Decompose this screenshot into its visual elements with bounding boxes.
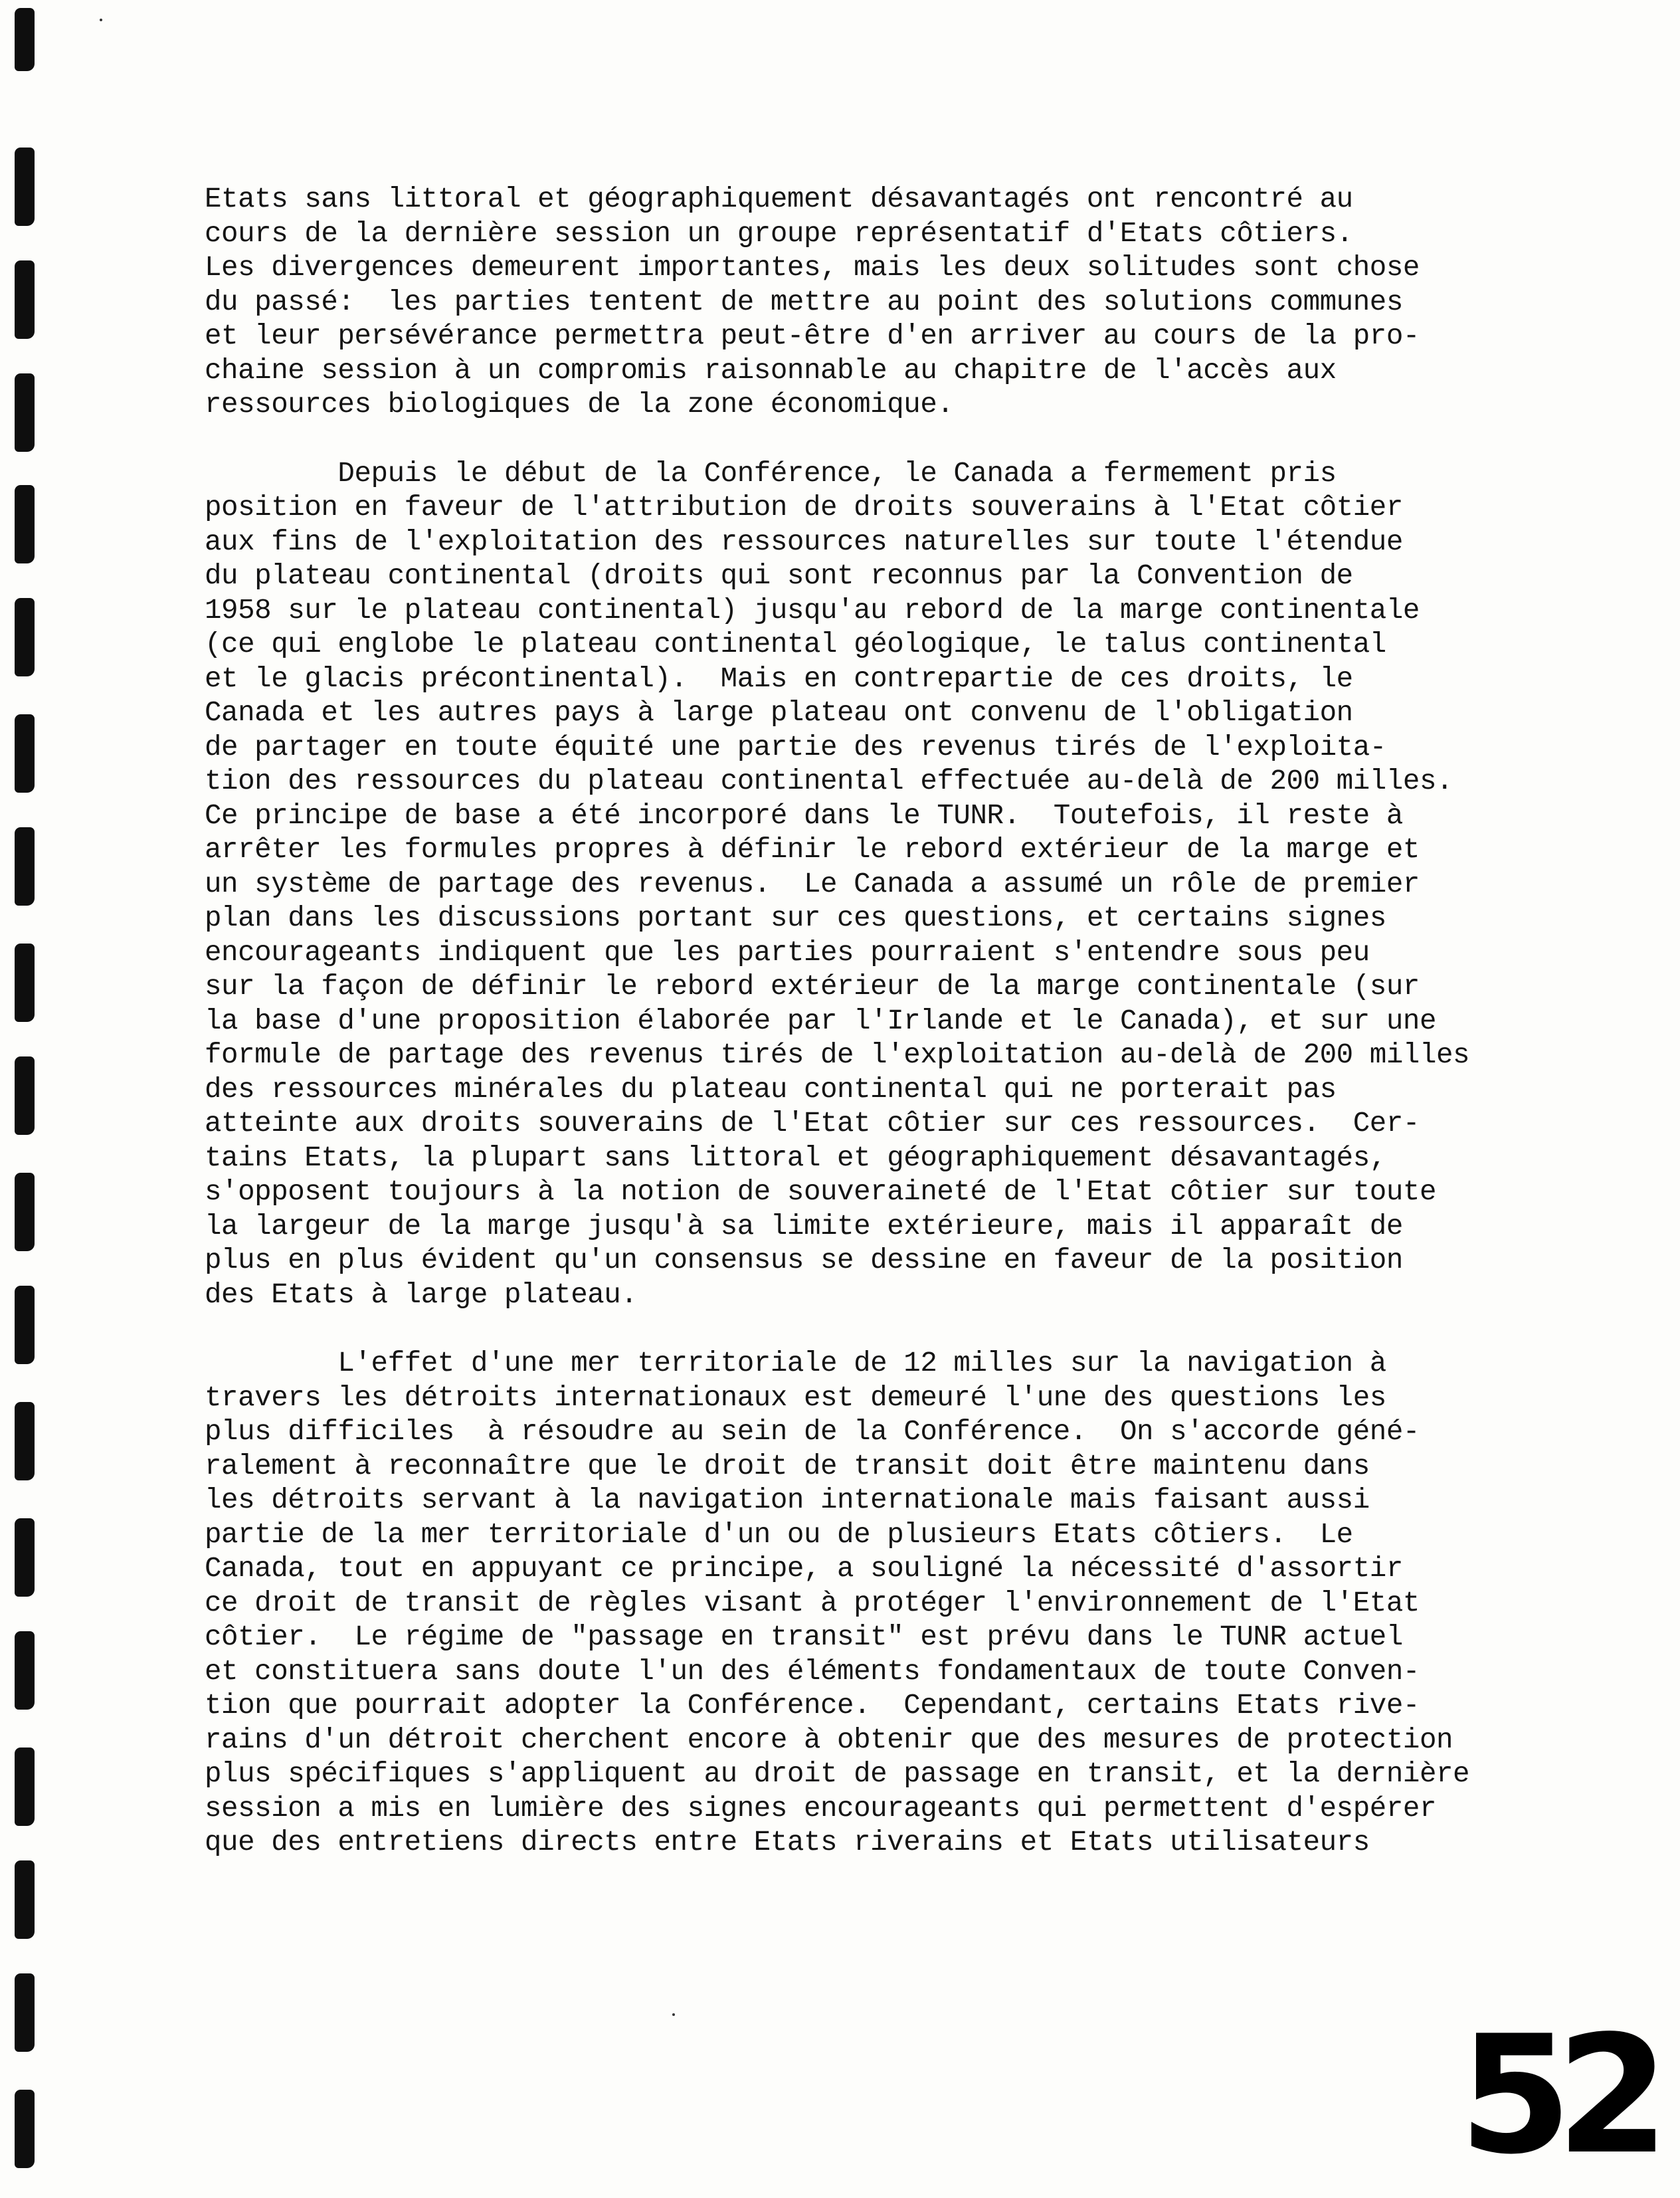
text-line: plus en plus évident qu'un consensus se dessine en faveur de la position: [205, 1245, 1403, 1276]
text-line: sur la façon de définir le rebord extérieur de la marge continentale (sur: [205, 971, 1420, 1003]
text-line: côtier. Le régime de "passage en transit" est prévu dans le TUNR actuel: [205, 1621, 1403, 1653]
text-line: chaine session à un compromis raisonnable au chapitre de l'accès aux: [205, 354, 1337, 387]
binder-hole-mark: [15, 827, 35, 906]
text-line: des Etats à large plateau.: [205, 1278, 638, 1311]
text-line: ralement à reconnaître que le droit de transit doit être maintenu dans: [205, 1450, 1370, 1482]
text-line: tion des ressources du plateau continental effectuée au-delà de 200 milles.: [205, 765, 1453, 797]
text-line: plus spécifiques s'appliquent au droit de passage en transit, et la dernière: [205, 1758, 1470, 1790]
binder-hole-mark: [15, 1286, 35, 1364]
binder-holes: [15, 0, 41, 2198]
text-line: atteinte aux droits souverains de l'Etat côtier sur ces ressources. Cer-: [205, 1108, 1420, 1140]
text-line: Etats sans littoral et géographiquement désavantagés ont rencontré au: [205, 183, 1353, 215]
text-line: et leur persévérance permettra peut-être d'en arriver au cours de la pro-: [205, 320, 1420, 352]
paragraph-2: [205, 457, 1507, 1313]
text-line: travers les détroits internationaux est demeuré l'une des questions les: [205, 1381, 1386, 1414]
text-line: partie de la mer territoriale d'un ou de plusieurs Etats côtiers. Le: [205, 1518, 1353, 1551]
binder-hole-mark: [15, 1631, 35, 1710]
text-line: du plateau continental (droits qui sont reconnus par la Convention de: [205, 560, 1353, 592]
binder-hole-mark: [15, 485, 35, 563]
binder-hole-mark: [15, 1402, 35, 1480]
text-line: session a mis en lumière des signes encourageants qui permettent d'espérer: [205, 1792, 1437, 1825]
binder-hole-mark: [15, 714, 35, 793]
text-line: encourageants indiquent que les parties pourraient s'entendre sous peu: [205, 936, 1370, 969]
text-line: (ce qui englobe le plateau continental géologique, le talus continental: [205, 629, 1386, 660]
text-line: 1958 sur le plateau continental) jusqu'au rebord de la marge continentale: [205, 594, 1420, 627]
text-line: ressources biologiques de la zone économique.: [205, 389, 954, 421]
text-line: que des entretiens directs entre Etats riverains et Etats utilisateurs: [205, 1827, 1370, 1858]
text-line: s'opposent toujours à la notion de souveraineté de l'Etat côtier sur toute: [205, 1176, 1437, 1208]
stray-dot: [100, 19, 102, 21]
text-line: tains Etats, la plupart sans littoral et géographiquement désavantagés,: [205, 1142, 1386, 1174]
binder-hole-mark: [15, 148, 35, 226]
text-line: rains d'un détroit cherchent encore à obtenir que des mesures de protection: [205, 1724, 1453, 1756]
text-line: arrêter les formules propres à définir le rebord extérieur de la marge et: [205, 834, 1420, 866]
text-line: cours de la dernière session un groupe représentatif d'Etats côtiers.: [205, 217, 1353, 250]
binder-hole-mark: [15, 1860, 35, 1939]
text-line: ce droit de transit de règles visant à protéger l'environnement de l'Etat: [205, 1587, 1420, 1619]
text-line: plan dans les discussions portant sur ces questions, et certains signes: [205, 902, 1386, 934]
paragraph-gap: [205, 423, 1507, 457]
binder-hole-mark: [15, 2090, 35, 2168]
text-line: formule de partage des revenus tirés de l'exploitation au-delà de 200 milles: [205, 1039, 1470, 1071]
text-line: de partager en toute équité une partie des revenus tirés de l'exploita-: [205, 731, 1386, 763]
text-line: Les divergences demeurent importantes, mais les deux solitudes sont chose: [205, 252, 1420, 284]
binder-hole-mark: [15, 1173, 35, 1251]
text-line: et le glacis précontinental). Mais en contrepartie de ces droits, le: [205, 662, 1353, 695]
binder-hole-mark: [15, 1056, 35, 1135]
binder-hole-mark: [15, 1518, 35, 1597]
binder-hole-mark: [15, 1973, 35, 2052]
binder-hole-mark: [15, 260, 35, 339]
paragraph-3: [205, 1347, 1507, 1860]
text-line: Canada et les autres pays à large plateau ont convenu de l'obligation: [205, 697, 1353, 729]
text-line: la base d'une proposition élaborée par l'Irlande et le Canada), et sur une: [205, 1005, 1437, 1037]
text-line: position en faveur de l'attribution de droits souverains à l'Etat côtier: [205, 492, 1403, 524]
binder-hole-mark: [15, 944, 35, 1022]
text-line: Depuis le début de la Conférence, le Canada a fermement pris: [205, 457, 1337, 490]
text-line: aux fins de l'exploitation des ressources naturelles sur toute l'étendue: [205, 526, 1403, 558]
text-line: tion que pourrait adopter la Conférence. Cependant, certains Etats rive-: [205, 1690, 1420, 1722]
page-number: 52: [1459, 2001, 1653, 2190]
binder-hole-mark: [15, 373, 35, 452]
text-line: plus difficiles à résoudre au sein de la Conférence. On s'accorde géné-: [205, 1416, 1420, 1448]
text-line: Canada, tout en appuyant ce principe, a souligné la nécessité d'assortir: [205, 1553, 1403, 1585]
text-line: et constituera sans doute l'un des éléments fondamentaux de toute Conven-: [205, 1655, 1420, 1688]
text-line: les détroits servant à la navigation internationale mais faisant aussi: [205, 1484, 1370, 1516]
binder-hole-mark: [15, 8, 35, 71]
paragraph-gap: [205, 1312, 1507, 1347]
binder-hole-mark: [15, 1748, 35, 1826]
text-line: Ce principe de base a été incorporé dans le TUNR. Toutefois, il reste à: [205, 799, 1403, 832]
text-line: des ressources minérales du plateau continental qui ne porterait pas: [205, 1073, 1337, 1106]
stray-dot: [672, 2013, 675, 2016]
paragraph-1: [205, 183, 1507, 423]
text-line: la largeur de la marge jusqu'à sa limite extérieure, mais il apparaît de: [205, 1210, 1403, 1243]
text-line: un système de partage des revenus. Le Canada a assumé un rôle de premier: [205, 868, 1420, 900]
text-line: du passé: les parties tentent de mettre au point des solutions communes: [205, 286, 1403, 318]
text-line: L'effet d'une mer territoriale de 12 milles sur la navigation à: [205, 1348, 1386, 1379]
binder-hole-mark: [15, 598, 35, 676]
body-text: [205, 183, 1507, 1860]
